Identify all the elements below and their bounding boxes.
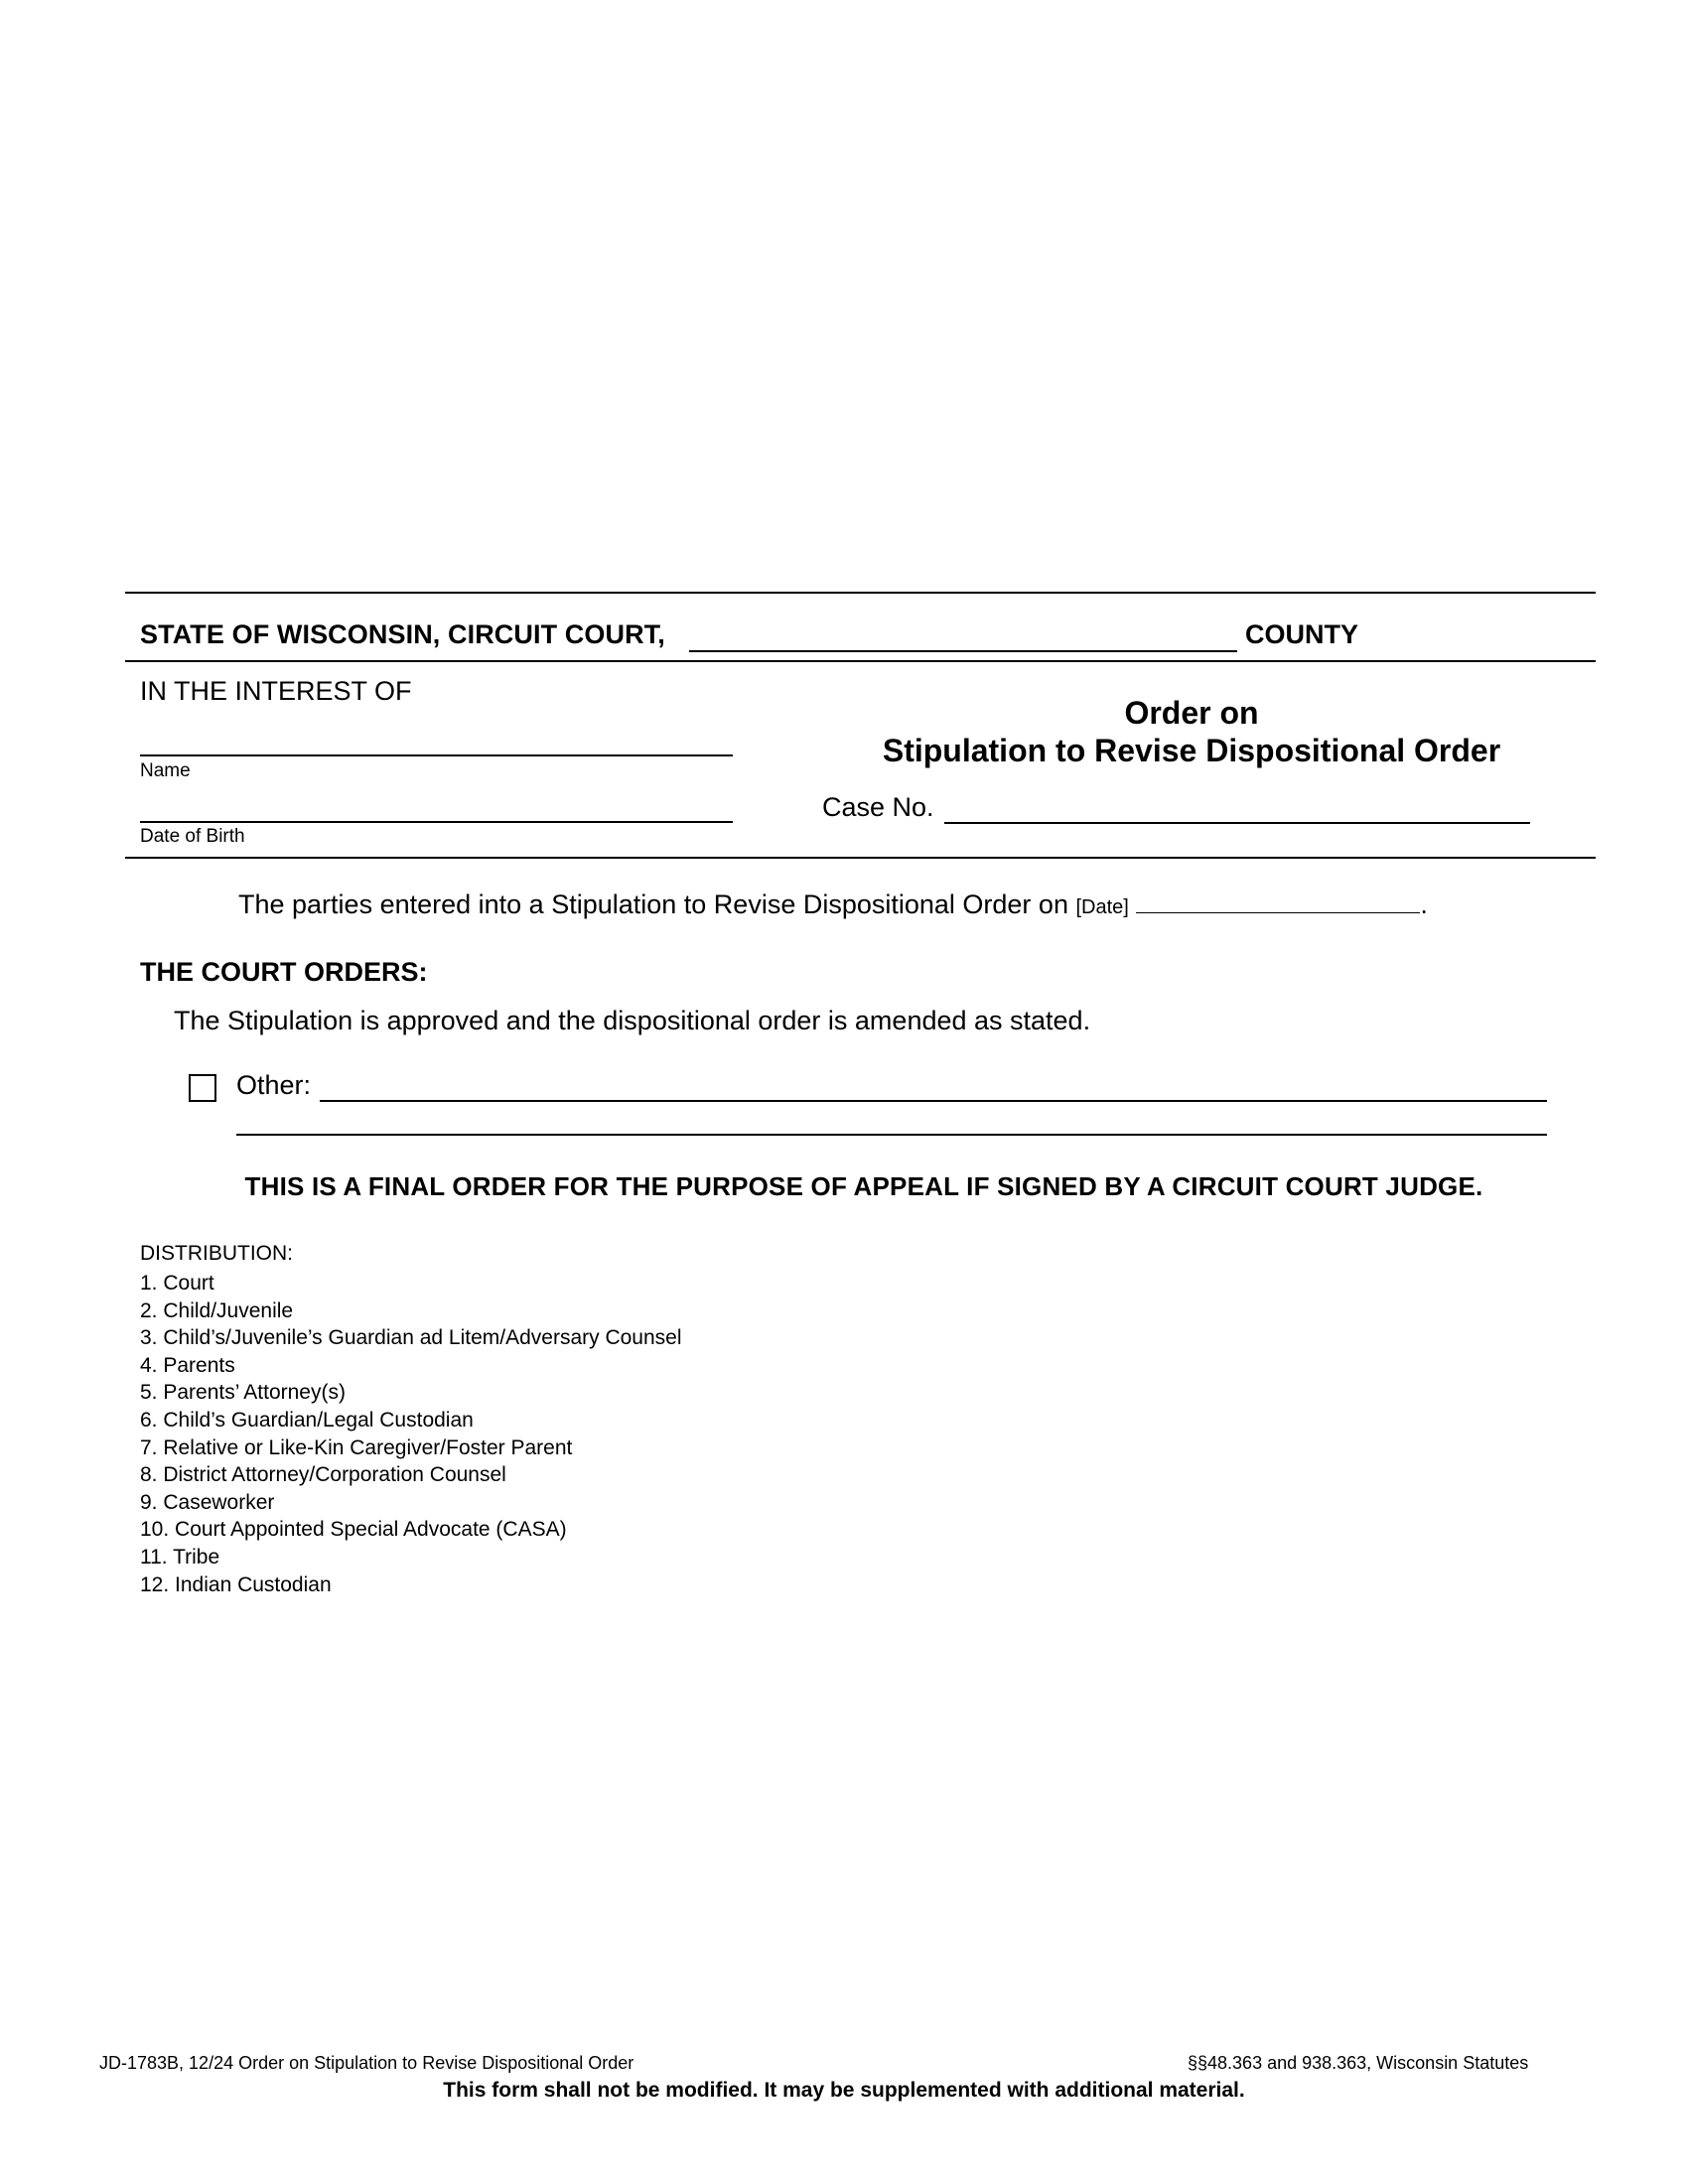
distribution-item: 8. District Attorney/Corporation Counsel bbox=[140, 1463, 506, 1487]
form-title-line2: Stipulation to Revise Dispositional Order bbox=[882, 733, 1501, 768]
other-label: Other: bbox=[236, 1070, 312, 1100]
date-of-birth-field[interactable] bbox=[140, 821, 733, 823]
case-number-label: Case No. bbox=[822, 792, 934, 822]
court-orders-heading: THE COURT ORDERS: bbox=[140, 957, 428, 987]
other-checkbox[interactable] bbox=[189, 1074, 216, 1102]
final-order-notice: THIS IS A FINAL ORDER FOR THE PURPOSE OF APPEAL IF SIGNED BY A CIRCUIT COURT JUDGE. bbox=[244, 1171, 1483, 1201]
modification-notice: This form shall not be modified. It may be supplemented with additional material. bbox=[443, 2079, 1245, 2102]
caption-bottom-rule bbox=[125, 857, 1596, 859]
name-field[interactable] bbox=[140, 754, 733, 756]
stipulation-date-sentence bbox=[238, 889, 1428, 920]
distribution-item: 1. Court bbox=[140, 1272, 214, 1295]
other-field-line1[interactable] bbox=[320, 1100, 1547, 1102]
form-title-line1: Order on bbox=[1124, 695, 1259, 731]
date-of-birth-label: Date of Birth bbox=[140, 826, 245, 847]
distribution-title: DISTRIBUTION: bbox=[140, 1242, 294, 1265]
form-id-footer: JD-1783B, 12/24 Order on Stipulation to Revise Dispositional Order bbox=[99, 2053, 634, 2073]
distribution-list bbox=[140, 1270, 682, 1598]
distribution-item: 10. Court Appointed Special Advocate (CASA) bbox=[140, 1518, 567, 1542]
header-top-rule bbox=[125, 592, 1596, 594]
stipulation-sentence-text: The parties entered into a Stipulation to Revise Dispositional Order on bbox=[238, 889, 1068, 919]
distribution-item: 2. Child/Juvenile bbox=[140, 1298, 294, 1322]
distribution-item: 12. Indian Custodian bbox=[140, 1572, 332, 1596]
distribution-item: 3. Child’s/Juvenile’s Guardian ad Litem/Adversary Counsel bbox=[140, 1326, 682, 1350]
stipulation-approved-text: The Stipulation is approved and the dispositional order is amended as stated. bbox=[174, 1006, 1091, 1035]
distribution-item: 4. Parents bbox=[140, 1353, 235, 1377]
name-label: Name bbox=[140, 760, 191, 781]
distribution-item: 9. Caseworker bbox=[140, 1490, 275, 1514]
date-tag: [Date] bbox=[1075, 896, 1129, 918]
state-court-label: STATE OF WISCONSIN, CIRCUIT COURT, bbox=[140, 619, 665, 649]
stipulation-date-field[interactable] bbox=[1136, 890, 1420, 913]
other-field-line2[interactable] bbox=[236, 1134, 1547, 1136]
header-middle-rule bbox=[125, 660, 1596, 662]
statutes-footer: §§48.363 and 938.363, Wisconsin Statutes bbox=[1188, 2053, 1529, 2073]
distribution-item: 11. Tribe bbox=[140, 1545, 220, 1569]
county-field[interactable] bbox=[689, 650, 1237, 652]
sentence-period: . bbox=[1420, 889, 1428, 919]
distribution-item: 5. Parents’ Attorney(s) bbox=[140, 1381, 346, 1405]
distribution-item: 6. Child’s Guardian/Legal Custodian bbox=[140, 1408, 474, 1432]
interest-of-label: IN THE INTEREST OF bbox=[140, 676, 412, 706]
county-label: COUNTY bbox=[1245, 619, 1358, 649]
distribution-item: 7. Relative or Like-Kin Caregiver/Foster Parent bbox=[140, 1435, 573, 1459]
case-number-field[interactable] bbox=[944, 822, 1530, 824]
